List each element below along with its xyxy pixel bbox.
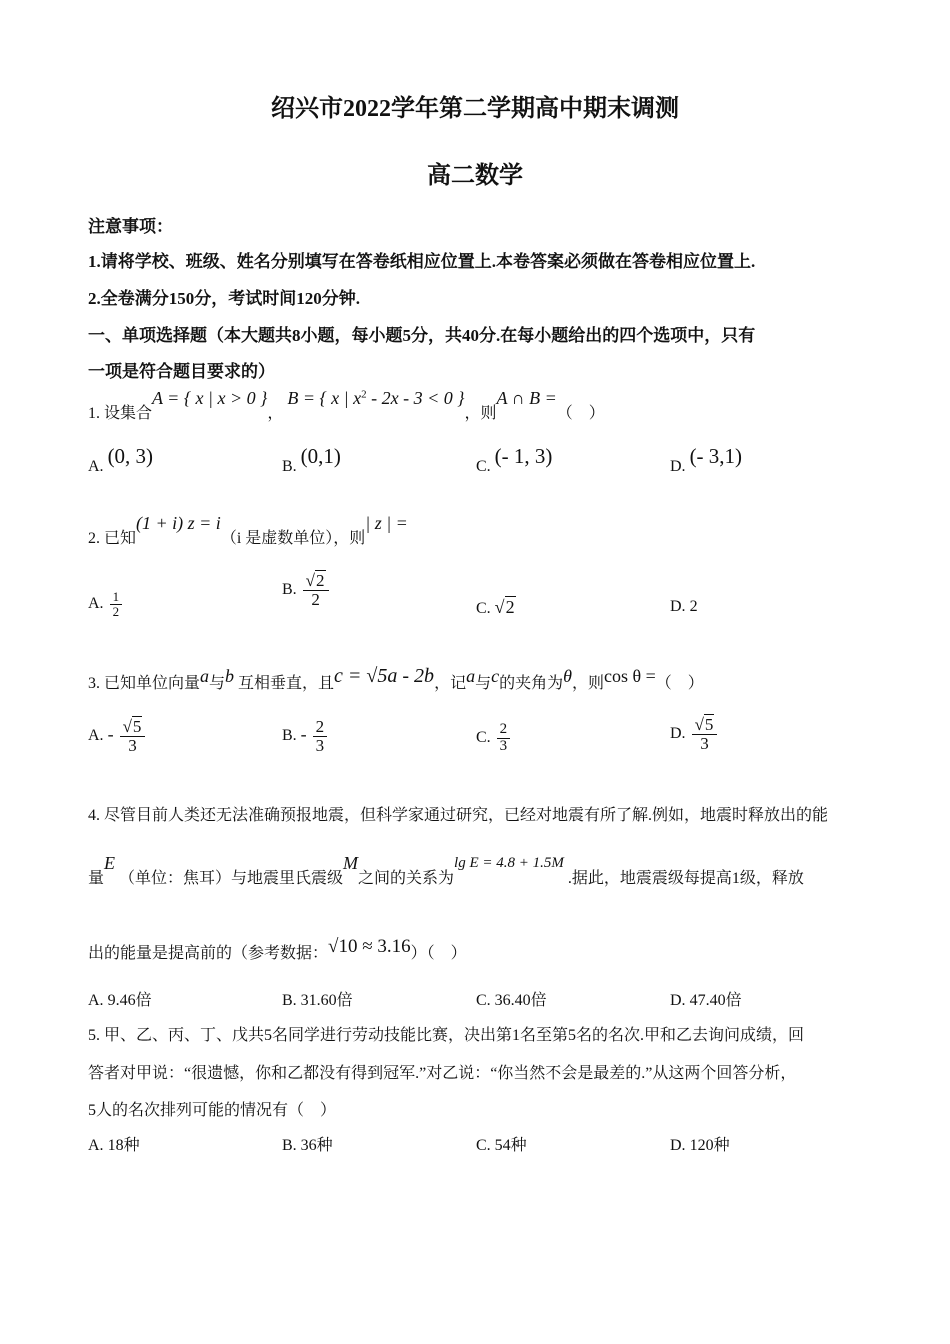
q1-option-c: C. (- 1, 3): [476, 444, 553, 475]
q1-set-a: A = { x | x > 0 }: [152, 388, 268, 408]
q3-option-d: D. $\frac{√5}{3}$: [670, 716, 719, 753]
notice-heading: 注意事项：: [88, 217, 173, 236]
q4-formula: lg E = 4.8 + 1.5M: [454, 855, 564, 871]
question-4-line-1: 4. 尽管目前人类还无法准确预报地震，但科学家通过研究，已经对地震有所了解.例如，地震时释放出的能: [88, 807, 829, 824]
q5-option-a: A. 18种: [88, 1137, 140, 1154]
q4-option-a: A. 9.46倍: [88, 992, 152, 1009]
q2-option-c: C. √2: [476, 597, 515, 617]
exam-title: 绍兴市2022学年第二学期高中期末调测: [271, 96, 679, 122]
q4-option-b: B. 31.60倍: [282, 992, 353, 1009]
question-5-line-1: 5. 甲、乙、丙、丁、戊共5名同学进行劳动技能比赛，决出第1名至第5名的名次.甲和乙去询问成绩，回: [88, 1027, 805, 1044]
q3-theta: θ: [563, 666, 572, 686]
q3-option-b: B. - $\frac{2}{3}$: [282, 718, 329, 755]
q1-option-d: D. (- 3,1): [670, 444, 743, 475]
q1-set-b-tail: - 2x - 3 < 0 }: [366, 388, 465, 408]
q1-option-a: A. (0, 3): [88, 444, 154, 475]
question-3: 3. 已知单位向量a与b 互相垂直，且c = √5a - 2b，记a与c的夹角为θ，则cos θ =（ ）: [88, 665, 704, 692]
q1-expr: A ∩ B =: [496, 388, 557, 408]
question-4-line-2: 量E （单位：焦耳）与地震里氏震级M之间的关系为lg E = 4.8 + 1.5M .据此，地震震级每提高1级，释放: [88, 853, 804, 887]
q2-prefix: 2. 已知: [88, 530, 137, 547]
notice-line-2: 2.全卷满分150分，考试时间120分钟.: [88, 289, 360, 308]
q1-option-b: B. (0,1): [282, 444, 341, 475]
question-1: [88, 388, 605, 423]
question-5-line-3: 5人的名次排列可能的情况有（ ）: [88, 1102, 337, 1119]
q1-prefix: 1. 设集合: [88, 405, 153, 422]
q2-expr: | z | =: [365, 513, 408, 533]
q3-option-c: C. $\frac{2}{3}$: [476, 722, 512, 755]
q4-reference-data: √10 ≈ 3.16: [328, 936, 411, 957]
q2-option-d: D. 2: [670, 598, 698, 615]
question-2: [88, 513, 408, 548]
q1-set-b-head: B = { x | x: [287, 388, 362, 408]
question-4-line-3: 出的能量是提高前的（参考数据：√10 ≈ 3.16）（ ）: [88, 936, 467, 962]
notice-line-1: 1.请将学校、班级、姓名分别填写在答卷纸相应位置上.本卷答案必须做在答卷相应位置上.: [88, 252, 756, 271]
q4-energy-symbol: E: [104, 853, 116, 873]
q2-option-b: B. $\frac{√2}{2}$: [282, 572, 331, 609]
q3-prefix: 3. 已知单位向量: [88, 675, 201, 692]
q5-option-c: C. 54种: [476, 1137, 527, 1154]
q2-equation: (1 + i) z = i: [136, 513, 221, 533]
question-5-line-2: 答者对甲说：“很遗憾，你和乙都没有得到冠军.”对乙说：“你当然不会是最差的.”从这两个回答分析，: [88, 1065, 797, 1082]
q3-option-a: A. - $\frac{√5}{3}$: [88, 718, 147, 755]
exam-subject: 高二数学: [427, 163, 523, 189]
q4-option-d: D. 47.40倍: [670, 992, 742, 1009]
q1-comma: ，: [267, 405, 284, 422]
q5-option-b: B. 36种: [282, 1137, 333, 1154]
q1-then: ，则: [464, 405, 497, 422]
q2-note: （i 是虚数单位），则: [220, 530, 366, 547]
q3-cos-expr: cos θ =: [603, 666, 656, 686]
q3-vector-b: b: [225, 666, 235, 686]
q4-magnitude-symbol: M: [343, 853, 359, 873]
q4-option-c: C. 36.40倍: [476, 992, 547, 1009]
section-1-header-line-1: 一、单项选择题（本大题共8小题，每小题5分，共40分.在每小题给出的四个选项中，只有: [88, 326, 756, 345]
q5-option-d: D. 120种: [670, 1137, 730, 1154]
q1-paren: （ ）: [556, 405, 605, 422]
q2-option-a: A. $\frac{1}{2}$: [88, 590, 124, 618]
section-1-header-line-2: 一项是符合题目要求的）: [88, 362, 275, 381]
q1-set-b-exp: 2: [361, 388, 367, 401]
q3-vector-a: a: [200, 666, 210, 686]
q3-c-expr: c = √5a - 2b: [334, 665, 435, 687]
